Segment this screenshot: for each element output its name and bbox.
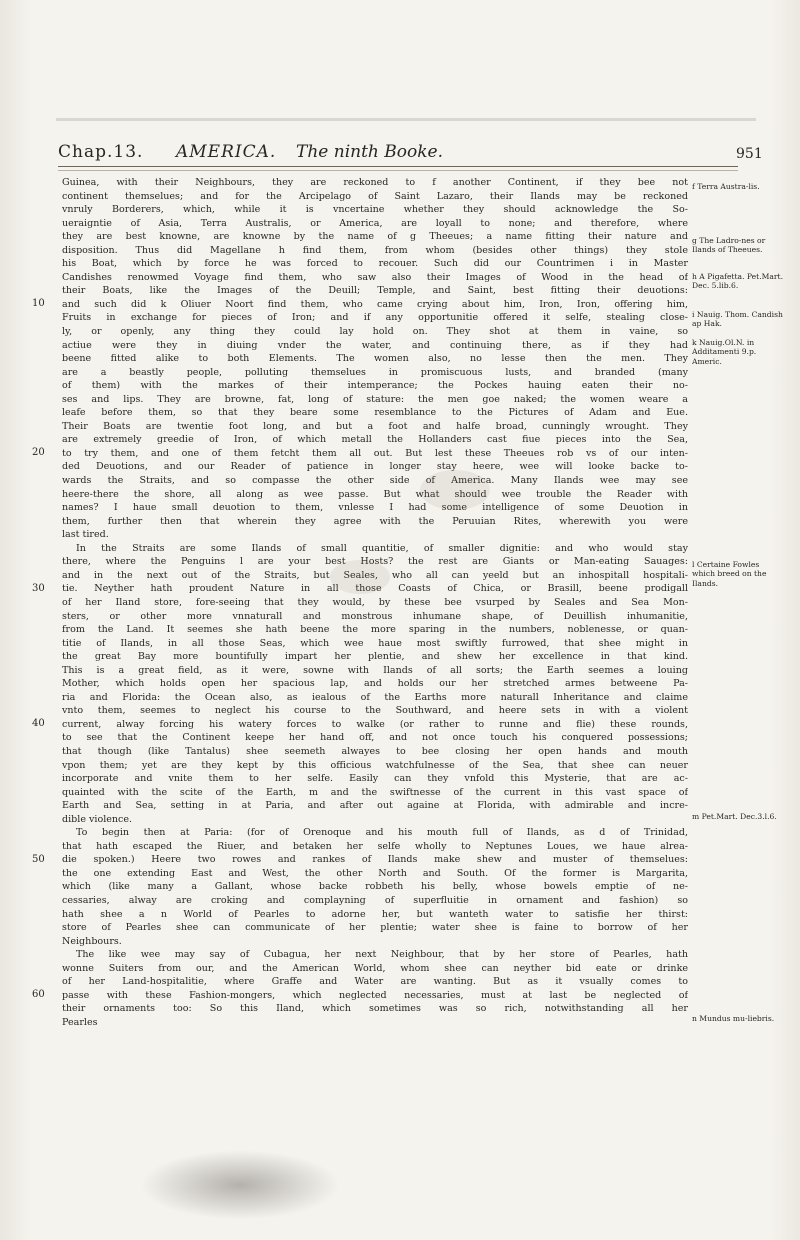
text-line: titie of Ilands, in all those Seas, which wee haue most swiftly furrowed, that shee might in	[62, 637, 688, 649]
text-line: vpon them; yet are they kept by this officious watchfulnesse of the Sea, that shee can neuer	[62, 759, 688, 771]
margin-note: n Mundus mu-liebris.	[692, 1014, 775, 1023]
margin-note: i Nauig. Thom. Candish ap Hak.	[692, 310, 783, 329]
text-line: are a beastly people, polluting themselues in promiscuous lusts, and branded (many	[62, 366, 688, 378]
text-line: Candishes renowmed Voyage find them, who saw also their Images of Wood in the head of	[62, 271, 688, 283]
text-line: sters, or other more vnnaturall and monstrous inhumane shape, of Deuillish inhumanitie,	[62, 610, 688, 622]
chapter-label: Chap.13.	[58, 142, 144, 162]
text-line: cessaries, alway are croking and complayning of superfluitie in ornament and fashion) so	[62, 894, 688, 906]
paper-stain	[330, 560, 390, 594]
text-line: their Boats, like the Images of the Deuill; Temple, and Saint, best fitting their deuotions:	[62, 285, 688, 297]
text-line: continent themselues; and for the Arcipelago of Saint Lazaro, their Ilands may be reckoned	[62, 190, 688, 202]
text-line: ly, or openly, any thing they could lay hold on. They shot at them in vaine, so	[62, 326, 688, 338]
text-line: which (like many a Gallant, whose backe robbeth his belly, whose bowels emptie of ne-	[62, 881, 688, 893]
text-line: they are best knowne, are knowne by the name of g Theeues; a name fitting their nature and	[62, 231, 688, 243]
text-line: hath shee a n World of Pearles to adorne her, but wanteth water to satisfie her thirst:	[62, 908, 688, 920]
text-line: them, further then that wherein they agree with the Peruuian Rites, wherewith you were	[62, 515, 688, 527]
running-header	[58, 140, 763, 166]
text-line: Pearles	[62, 1016, 98, 1028]
text-line: names? I haue small deuotion to them, vnlesse I had some intelligence of some Deuotion in	[62, 502, 688, 514]
text-line: Fruits in exchange for pieces of Iron; and if any opportunitie offered it selfe, stealing close-	[62, 312, 688, 324]
text-line: The like wee may say of Cubagua, her next Neighbour, that by her store of Pearles, hath	[76, 949, 688, 961]
text-line: last tired.	[62, 529, 109, 541]
line-number: 40	[32, 718, 45, 729]
text-line: ueraigntie of Asia, Terra Australis, or America, are loyall to none; and therefore, where	[62, 217, 688, 229]
text-line: Guinea, with their Neighbours, they are reckoned to f another Continent, if they bee not	[62, 177, 688, 188]
text-line: Earth and Sea, setting in at Paria, and after out againe at Florida, with admirable and incre-	[62, 800, 688, 812]
text-line: the great Bay more bountifully impart her plentie, and shew her excellence in that kind.	[62, 651, 688, 663]
text-line: Their Boats are twentie foot long, and but a foot and halfe broad, cunningly wrought. They	[62, 420, 688, 432]
text-line: there, where the Penguins l are your best Hosts? the rest are Giants or Man-eating Sauages:	[62, 556, 688, 568]
text-line: leafe before them, so that they beare some resemblance to the Pictures of Adam and Eue.	[62, 407, 688, 419]
main-text-block	[62, 176, 688, 1029]
line-number: 50	[32, 854, 45, 865]
text-line: of her Iland store, fore-seeing that they would, by these bee vsurped by Seales and Sea Mon-	[62, 596, 688, 608]
header-rule-secondary	[58, 170, 738, 171]
text-line: ded Deuotions, and our Reader of patience in longer stay heere, wee will looke backe to-	[62, 461, 688, 473]
header-rule	[58, 166, 738, 167]
text-line: the one extending East and West, the other North and South. Of the former is Margarita,	[62, 867, 688, 879]
page-edge-mark	[56, 118, 756, 121]
text-line: vnruly Borderers, which, while it is vncertaine whether they should acknowledge the So-	[62, 204, 688, 216]
text-line: disposition. Thus did Magellane h find them, from whom (besides other things) they stole	[62, 244, 688, 256]
text-line: store of Pearles shee can communicate of her plentie; water shee is faine to borrow of her	[62, 922, 688, 934]
page-number: 951	[736, 146, 763, 162]
text-line: and such did k Oliuer Noort find them, who came crying about him, Iron, Iron, offering him,	[62, 298, 688, 310]
text-line: their ornaments too: So this Iland, which sometimes was so rich, notwithstanding all her	[62, 1003, 688, 1015]
margin-note: k Nauig.Ol.N. in Additamenti 9.p. Americ.	[692, 338, 757, 366]
text-line: actiue were they in diuing vnder the water, and continuing there, as if they had	[62, 339, 688, 351]
line-number: 60	[32, 989, 45, 1000]
text-line: In the Straits are some Ilands of small quantitie, of smaller dignitie: and who would stay	[76, 542, 688, 554]
header-title: AMERICA.	[176, 142, 277, 162]
text-line: are extremely greedie of Iron, of which metall the Hollanders cast fiue pieces into the Sea,	[62, 434, 688, 446]
margin-note: g The Ladro-nes or Ilands of Theeues.	[692, 236, 766, 255]
text-line: vnto them, seemes to neglect his course to the Southward, and heere sets in with a violent	[62, 705, 688, 717]
text-line: Mother, which holds open her spacious lap, and holds our her stretched armes betweene Pa-	[62, 678, 688, 690]
text-line: ria and Florida: the Ocean also, as iealous of the Earths more naturall Inheritance and claime	[62, 691, 688, 703]
text-line: that hath escaped the Riuer, and betaken her selfe wholly to Neptunes Loues, we haue alrea-	[62, 840, 688, 852]
text-line: Neighbours.	[62, 935, 122, 947]
text-line: wonne Suiters from our, and the American World, whom shee can neyther bid eate or drinke	[62, 962, 688, 974]
text-line: This is a great field, as it were, sowne with Ilands of all sorts; the Earth seemes a louing	[62, 664, 688, 676]
page-shadow	[140, 1150, 340, 1220]
text-line: heere-there the shore, all along as wee passe. But what should wee trouble the Reader with	[62, 488, 688, 500]
text-line: dible violence.	[62, 813, 133, 825]
paper-stain	[420, 470, 490, 510]
text-line: that though (like Tantalus) shee seemeth alwayes to bee closing her open hands and mouth	[62, 745, 688, 757]
text-line: to try them, and one of them fetcht them all out. But lest these Theeues rob vs of our inten-	[62, 447, 688, 459]
text-line: passe with these Fashion-mongers, which neglected necessaries, must at last be neglected of	[62, 989, 688, 1001]
text-line: current, alway forcing his watery forces to walke (or rather to runne and flie) these rounds,	[62, 718, 688, 730]
line-number: 10	[32, 298, 45, 309]
text-line: wards the Straits, and so compasse the other side of America. Many Ilands wee may see	[62, 475, 688, 487]
margin-note: l Certaine Fowles which breed on the Ilands.	[692, 560, 767, 588]
text-line: from the Land. It seemes she hath beene the more sparing in the numbers, noblenesse, or quan-	[62, 624, 688, 636]
margin-note: f Terra Austra-lis.	[692, 182, 760, 191]
text-line: To begin then at Paria: (for of Orenoque and his mouth full of Ilands, as d of Trinidad,	[76, 827, 688, 839]
text-line: of her Land-hospitalitie, where Graffe and Water are wanting. But as it vsually comes to	[62, 976, 688, 988]
text-line: and in the next out of the Straits, but Seales, who all can yeeld but an inhospitall hospitali-	[62, 569, 688, 581]
text-line: beene fitted alike to both Elements. The women also, no lesse then the men. They	[62, 353, 688, 365]
text-line: quainted with the scite of the Earth, m and the swiftnesse of the current in this vast space of	[62, 786, 688, 798]
text-line: tie. Neyther hath proudent Nature in all those Coasts of Chica, or Brasill, beene prodigall	[62, 583, 688, 595]
margin-note: h A Pigafetta. Pet.Mart. Dec. 5.lib.6.	[692, 272, 784, 291]
line-number: 20	[32, 447, 45, 458]
text-line: incorporate and vnite them to her selfe. Easily can they vnfold this Mysterie, that are ac-	[62, 773, 688, 785]
text-line: ses and lips. They are browne, fat, long of stature: the men goe naked; the women weare a	[62, 393, 688, 405]
text-line: to see that the Continent keepe her hand off, and not once touch his conquered possessions;	[62, 732, 688, 744]
text-line: his Boat, which by force he was forced to recouer. Such did our Countrimen i in Master	[62, 258, 688, 270]
margin-note: m Pet.Mart. Dec.3.l.6.	[692, 812, 777, 821]
text-line: of them) with the markes of their intemperance; the Pockes hauing eaten their no-	[62, 380, 688, 392]
header-subtitle: The ninth Booke.	[296, 142, 443, 162]
text-line: die spoken.) Heere two rowes and rankes of Ilands make shew and muster of themselues:	[62, 854, 688, 866]
line-number: 30	[32, 583, 45, 594]
